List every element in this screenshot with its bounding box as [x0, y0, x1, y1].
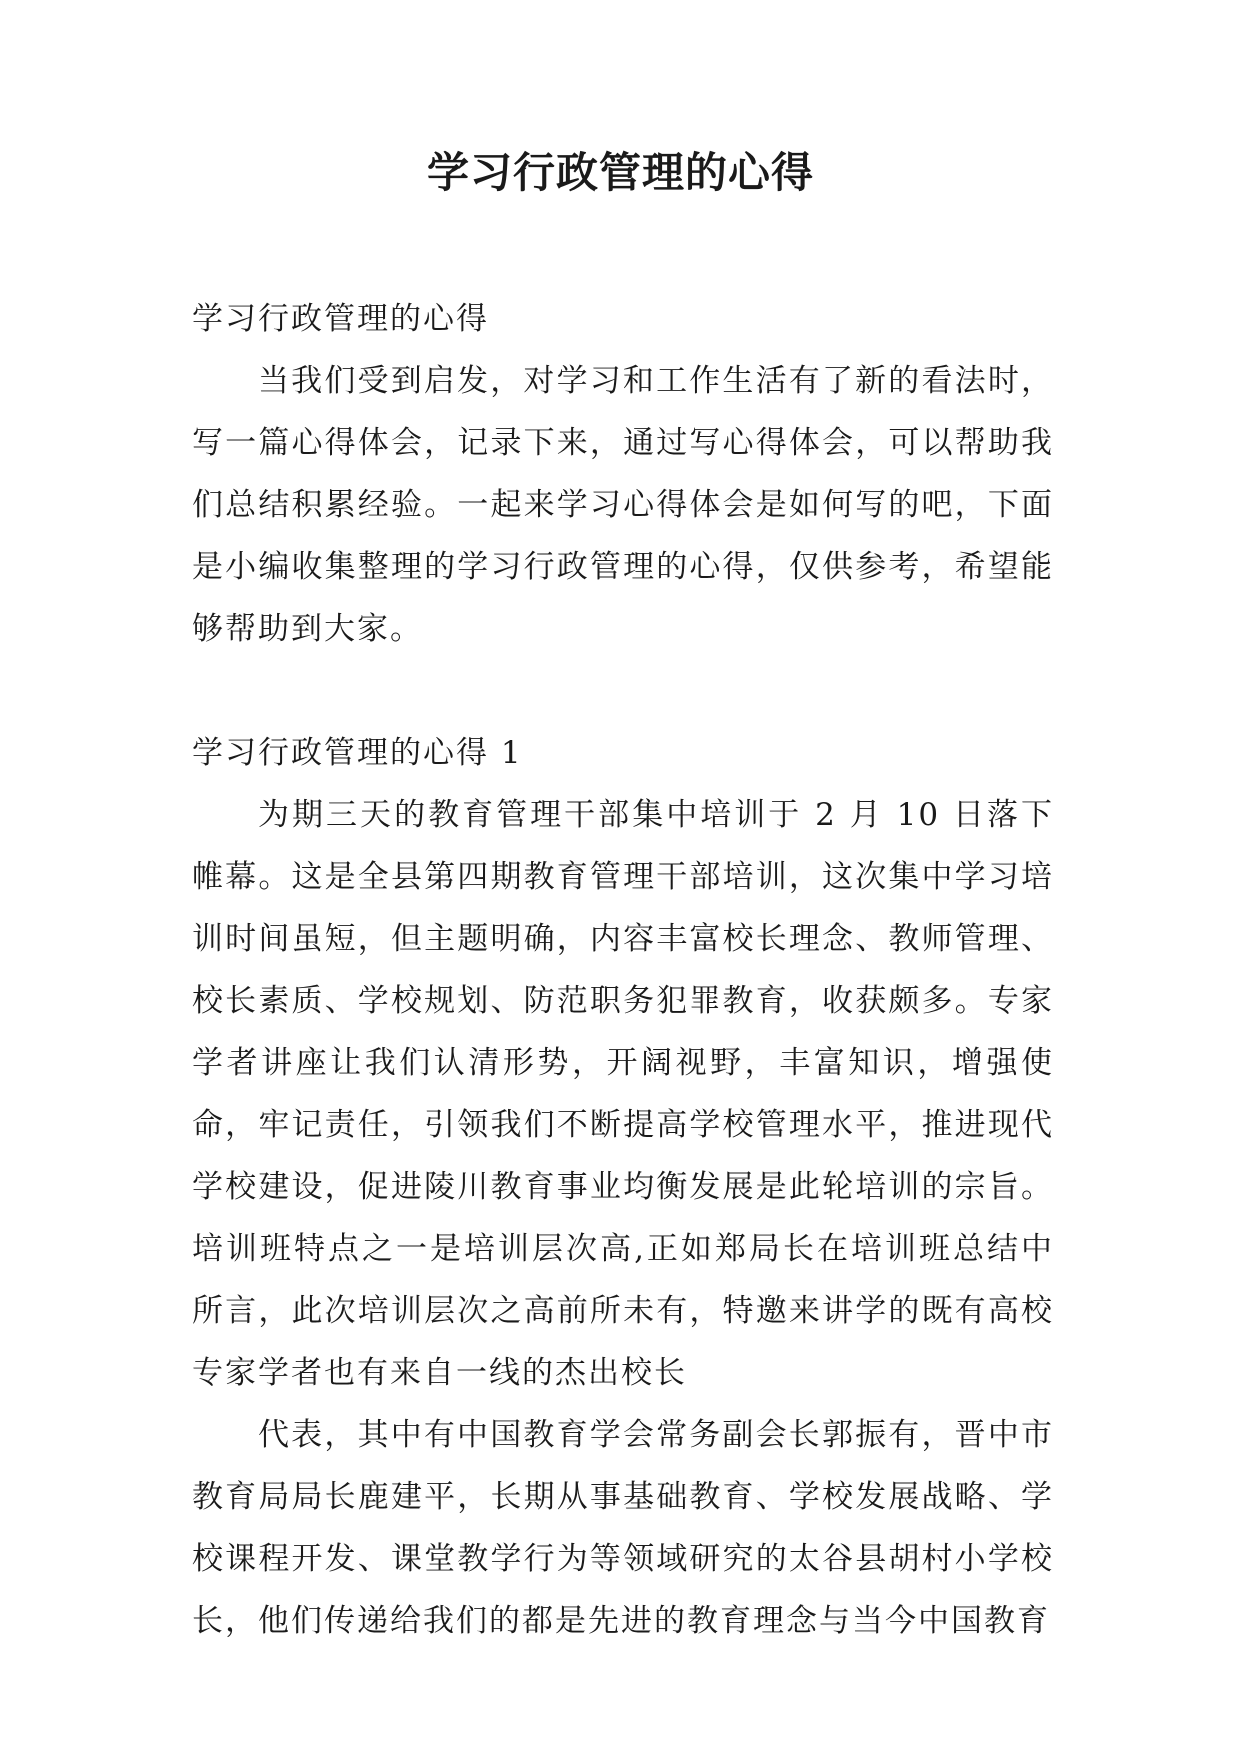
body-paragraph-2: 代表，其中有中国教育学会常务副会长郭振有，晋中市教育局局长鹿建平，长期从事基础教育、学校发展战略、学校课程开发、课堂教学行为等领域研究的太谷县胡村小学校长，他们传递给我们的都是先进的教育理念与当今中国教育	[192, 1417, 1054, 1639]
document-title: 学习行政管理的心得	[426, 148, 814, 197]
body-paragraph-1: 为期三天的教育管理干部集中培训于 2 月 10 日落下帷幕。这是全县第四期教育管理干部培训，这次集中学习培训时间虽短，但主题明确，内容丰富校长理念、教师管理、校长素质、学校规划、防范职务犯罪教育，收获颇多。专家学者讲座让我们认清形势，开阔视野，丰富知识，增强使命，牢记责任，引领我们不断提高学校管理水平，推进现代学校建设，促进陵川教育事业均衡发展是此轮培训的宗旨。培训班特点之一是培训层次高,正如郑局长在培训班总结中所言，此次培训层次之高前所未有，特邀来讲学的既有高校专家学者也有来自一线的杰出校长	[192, 797, 1054, 1391]
section-heading: 学习行政管理的心得 1	[192, 735, 523, 771]
document-body	[192, 288, 1054, 1652]
intro-paragraph: 当我们受到启发，对学习和工作生活有了新的看法时，写一篇心得体会，记录下来，通过写心得体会，可以帮助我们总结积累经验。一起来学习心得体会是如何写的吧，下面是小编收集整理的学习行政管理的心得，仅供参考，希望能够帮助到大家。	[192, 363, 1054, 647]
document-subtitle: 学习行政管理的心得	[192, 301, 489, 337]
paragraph-spacer	[192, 660, 1054, 722]
